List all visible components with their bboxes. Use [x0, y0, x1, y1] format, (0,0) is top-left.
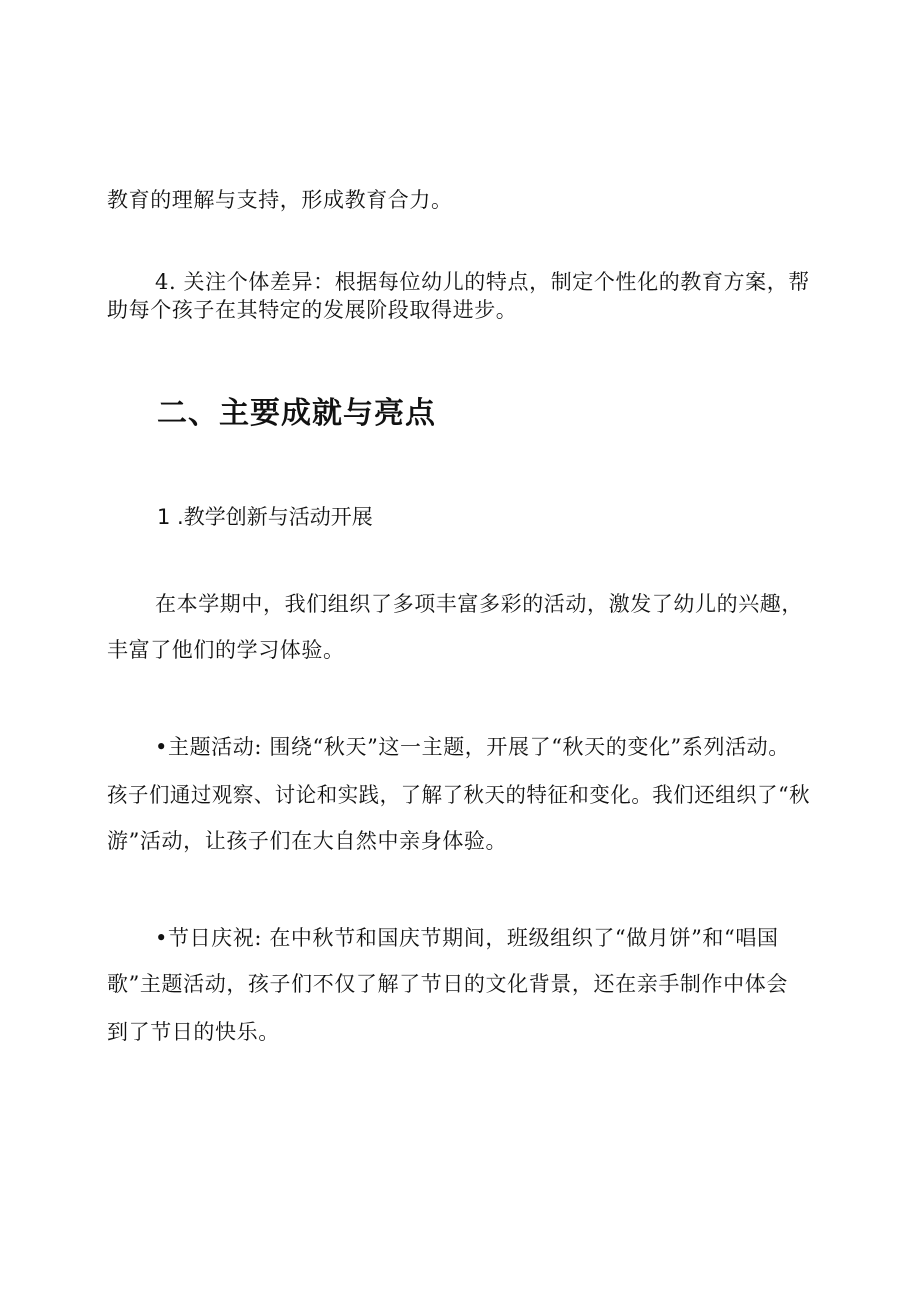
paragraph-line: 游”活动，让孩子们在大自然中亲身体验。: [107, 829, 508, 853]
paragraph-line: 到了节日的快乐。: [107, 1020, 280, 1044]
paragraph-line: 丰富了他们的学习体验。: [107, 638, 345, 662]
paragraph-line: 歌”主题活动，孩子们不仅了解了节日的文化背景，还在亲手制作中体会: [107, 972, 788, 996]
paragraph-line: 孩子们通过观察、讨论和实践，了解了秋天的特征和变化。我们还组织了“秋: [107, 783, 811, 807]
paragraph-line: 助每个孩子在其特定的发展阶段取得进步。: [107, 298, 518, 322]
paragraph-line: 在本学期中，我们组织了多项丰富多彩的活动，激发了幼儿的兴趣，: [155, 592, 803, 616]
paragraph-line: •主题活动: 围绕“秋天”这一主题，开展了“秋天的变化”系列活动。: [155, 735, 790, 759]
paragraph-line: 教育的理解与支持，形成教育合力。: [107, 188, 453, 212]
paragraph-line: 4. 关注个体差异：根据每位幼儿的特点，制定个性化的教育方案，帮: [155, 270, 810, 294]
section-heading: 二、主要成就与亮点: [157, 396, 436, 431]
subsection-heading: 1 .教学创新与活动开展: [157, 505, 373, 529]
paragraph-line: •节日庆祝: 在中秋节和国庆节期间，班级组织了“做月饼”和“唱国: [155, 926, 779, 950]
